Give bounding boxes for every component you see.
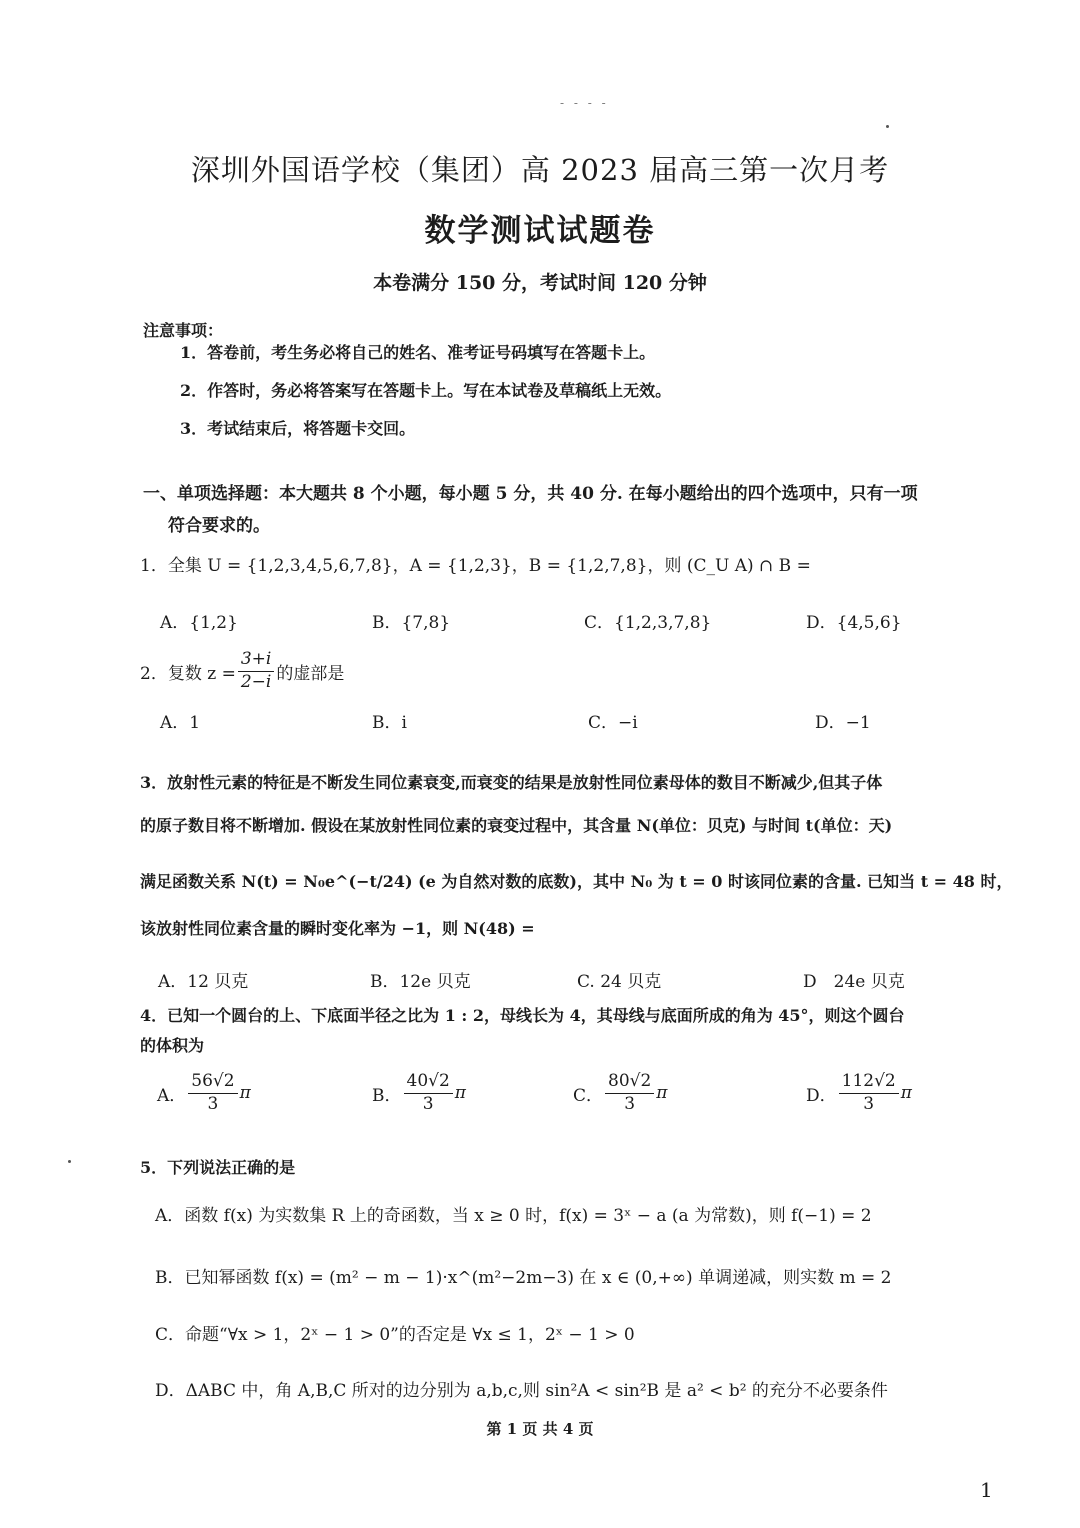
exam-info: 本卷满分 150 分，考试时间 120 分钟 xyxy=(373,272,707,294)
scan-mark: - - - - xyxy=(560,96,609,110)
option-numerator: 112√2 xyxy=(839,1072,899,1094)
question-3-line: 的原子数目将不断增加. 假设在某放射性同位素的衰变过程中，其含量 N(单位：贝克) 与时间 t(单位：天) xyxy=(140,816,893,835)
notice-item: 3．考试结束后，将答题卡交回。 xyxy=(180,419,416,438)
question-4-line: 4．已知一个圆台的上、下底面半径之比为 1 : 2，母线长为 4，其母线与底面所成的角为 45°，则这个圆台 xyxy=(140,1006,905,1025)
pi-symbol: π xyxy=(900,1083,912,1104)
question-5: 5．下列说法正确的是 xyxy=(140,1158,296,1177)
option-denominator: 3 xyxy=(624,1093,636,1114)
q2-denominator: 2−i xyxy=(240,671,272,692)
scan-speck xyxy=(68,1160,71,1163)
option-numerator: 40√2 xyxy=(404,1072,453,1094)
q2-option-d: D．−1 xyxy=(815,713,871,733)
option-denominator: 3 xyxy=(863,1093,875,1114)
question-3-line: 该放射性同位素含量的瞬时变化率为 −1，则 N(48) = xyxy=(140,919,535,938)
option-numerator: 56√2 xyxy=(188,1072,237,1094)
exam-subject: 数学测试试题卷 xyxy=(424,213,656,249)
option-label: D． xyxy=(806,1085,837,1106)
q1-option-d: D．{4,5,6} xyxy=(806,613,902,633)
q3-option-c: C. 24 贝克 xyxy=(577,972,662,992)
q5-option-d: D．ΔABC 中，角 A,B,C 所对的边分别为 a,b,c,则 sin²A < sin²B 是 a² < b² 的充分不必要条件 xyxy=(155,1381,888,1401)
q1-option-c: C．{1,2,3,7,8} xyxy=(584,613,712,633)
notice-item: 2．作答时，务必将答案写在答题卡上。写在本试卷及草稿纸上无效。 xyxy=(180,381,672,400)
q5-option-c: C．命题“∀x > 1，2ˣ − 1 > 0”的否定是 ∀x ≤ 1，2ˣ − 1 > 0 xyxy=(155,1325,635,1345)
option-numerator: 80√2 xyxy=(605,1072,654,1094)
q2-option-b: B．i xyxy=(372,713,407,733)
notice-item: 1．答卷前，考生务必将自己的姓名、准考证号码填写在答题卡上。 xyxy=(180,343,656,362)
q4-option-b xyxy=(372,1072,466,1114)
option-denominator: 3 xyxy=(422,1093,434,1114)
question-1: 1．全集 U = {1,2,3,4,5,6,7,8}，A = {1,2,3}，B = {1,2,7,8}，则 (C_U A) ∩ B = xyxy=(140,556,811,576)
question-3-line: 满足函数关系 N(t) = N₀e^(−t/24) (e 为自然对数的底数)，其中 N₀ 为 t = 0 时该同位素的含量. 已知当 t = 48 时， xyxy=(140,872,1013,891)
option-denominator: 3 xyxy=(207,1093,219,1114)
q3-option-b: B．12e 贝克 xyxy=(370,972,471,992)
section-heading-cont: 符合要求的。 xyxy=(168,516,270,536)
q1-option-b: B．{7,8} xyxy=(372,613,451,633)
q4-option-a xyxy=(157,1072,251,1114)
pi-symbol: π xyxy=(656,1083,668,1104)
option-label: A． xyxy=(157,1085,187,1106)
pi-symbol: π xyxy=(454,1083,466,1104)
q3-option-d: D 24e 贝克 xyxy=(803,972,905,992)
option-label: B． xyxy=(372,1085,402,1106)
question-2 xyxy=(140,650,344,692)
q2-option-a: A．1 xyxy=(160,713,201,733)
q3-option-a: A．12 贝克 xyxy=(158,972,249,992)
q2-option-c: C．−i xyxy=(588,713,638,733)
page-info: 第 1 页 共 4 页 xyxy=(486,1420,594,1438)
q5-option-a: A．函数 f(x) 为实数集 R 上的奇函数，当 x ≥ 0 时，f(x) = 3ˣ − a (a 为常数)，则 f(−1) = 2 xyxy=(155,1206,872,1226)
option-label: C． xyxy=(573,1085,604,1106)
q1-option-a: A．{1,2} xyxy=(160,613,238,633)
q2-suffix: 的虚部是 xyxy=(276,663,345,684)
exam-title: 深圳外国语学校（集团）高 2023 届高三第一次月考 xyxy=(190,153,890,187)
notice-heading: 注意事项： xyxy=(143,321,224,340)
q2-fraction xyxy=(238,650,275,692)
q5-option-b: B．已知幂函数 f(x) = (m² − m − 1)·x^(m²−2m−3) 在 x ∈ (0,+∞) 单调递减，则实数 m = 2 xyxy=(155,1268,892,1288)
question-3-line: 3．放射性元素的特征是不断发生同位素衰变,而衰变的结果是放射性同位素母体的数目不断减少,但其子体 xyxy=(140,773,883,792)
pi-symbol: π xyxy=(239,1083,251,1104)
page-number: 1 xyxy=(980,1478,993,1502)
scan-speck xyxy=(886,125,889,128)
q4-option-d xyxy=(806,1072,912,1114)
section-heading: 一、单项选择题：本大题共 8 个小题，每小题 5 分，共 40 分. 在每小题给出的四个选项中，只有一项 xyxy=(143,484,918,504)
question-4-line: 的体积为 xyxy=(140,1036,205,1055)
q4-option-c xyxy=(573,1072,667,1114)
q2-prefix: 2．复数 z = xyxy=(140,663,236,684)
q2-numerator: 3+i xyxy=(238,650,275,672)
